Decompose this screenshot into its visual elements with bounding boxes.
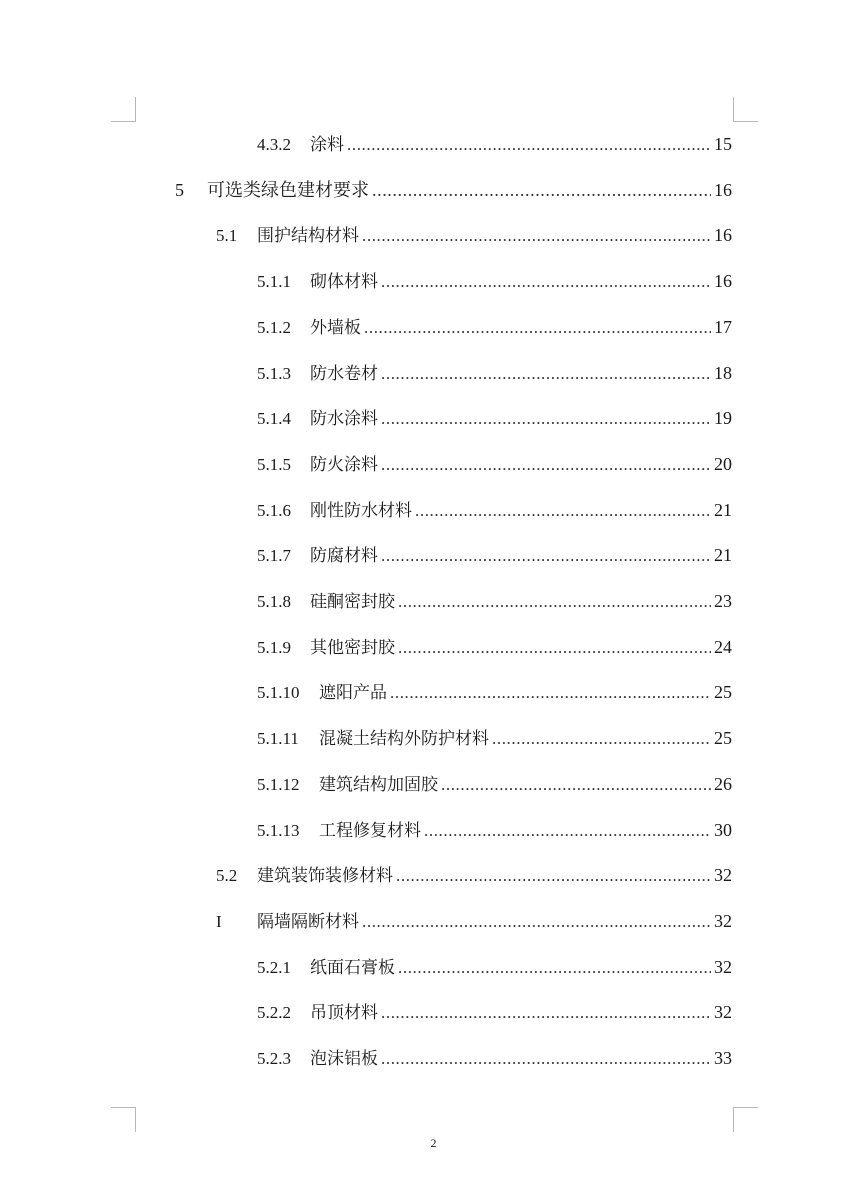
toc-entry-number: 5.1.5 — [257, 454, 291, 474]
toc-entry-number: 4.3.2 — [257, 135, 291, 154]
toc-entry-title: 其他密封胶 — [310, 637, 395, 658]
toc-entry-title: 纸面石膏板 — [310, 957, 395, 978]
toc-dot-leader — [347, 132, 711, 158]
toc-dot-leader — [415, 498, 711, 524]
toc-entry-number: 5.1.3 — [257, 363, 291, 383]
toc-entry-page: 30 — [714, 819, 732, 840]
toc-entry-title: 砌体材料 — [310, 272, 378, 293]
toc-entry-number: 5.2.2 — [257, 1003, 291, 1023]
toc-entry-page: 17 — [714, 316, 732, 337]
toc-entry-number: 5.1.11 — [257, 729, 299, 749]
toc-entry-number: 5.1.6 — [257, 500, 291, 520]
toc-dot-leader — [396, 863, 711, 889]
toc-entry-page: 25 — [714, 682, 732, 703]
toc-entry[interactable] — [257, 542, 732, 568]
toc-entry-title: 建筑结构加固胶 — [319, 774, 438, 795]
toc-entry-page: 32 — [714, 1002, 732, 1023]
toc-dot-leader — [364, 315, 711, 341]
toc-entry[interactable] — [257, 634, 732, 660]
toc-entry[interactable] — [257, 497, 732, 523]
toc-entry-page: 16 — [714, 179, 732, 200]
toc-entry[interactable] — [216, 908, 732, 934]
toc-entry-title: 围护结构材料 — [257, 226, 359, 247]
toc-entry[interactable] — [257, 725, 732, 751]
toc-entry-number: 5.2.3 — [257, 1049, 291, 1068]
toc-entry[interactable] — [257, 405, 732, 431]
toc-dot-leader — [381, 406, 711, 432]
toc-dot-leader — [381, 1000, 711, 1026]
crop-mark-top-right — [733, 97, 758, 122]
toc-entry[interactable] — [257, 314, 732, 340]
toc-entry[interactable] — [257, 954, 732, 980]
toc-dot-leader — [390, 680, 711, 706]
toc-dot-leader — [372, 177, 711, 203]
toc-entry-title: 可选类绿色建材要求 — [207, 179, 369, 201]
toc-entry[interactable] — [257, 360, 732, 386]
toc-entry-number: 5.1.13 — [257, 820, 300, 840]
toc-dot-leader — [381, 361, 711, 387]
toc-entry-page: 16 — [714, 271, 732, 292]
toc-entry-page: 15 — [714, 134, 732, 154]
toc-entry-number: I — [216, 911, 222, 931]
toc-entry[interactable] — [257, 1045, 732, 1071]
toc-entry[interactable] — [257, 588, 732, 614]
toc-entry-number: 5.1.12 — [257, 774, 300, 794]
toc-entry[interactable] — [257, 268, 732, 294]
toc-entry-title: 建筑装饰装修材料 — [257, 866, 393, 887]
toc-entry-page: 21 — [714, 499, 732, 520]
toc-entry-title: 防腐材料 — [310, 546, 378, 567]
toc-entry-page: 24 — [714, 636, 732, 657]
toc-entry-page: 19 — [714, 408, 732, 429]
toc-dot-leader — [362, 909, 711, 935]
toc-entry-title: 泡沫铝板 — [310, 1049, 378, 1069]
toc-dot-leader — [398, 589, 711, 615]
toc-dot-leader — [381, 269, 711, 295]
toc-entry-page: 20 — [714, 453, 732, 474]
toc-entry[interactable] — [257, 817, 732, 843]
toc-dot-leader — [441, 772, 711, 798]
toc-entry-title: 刚性防水材料 — [310, 500, 412, 521]
toc-entry-number: 5.1.9 — [257, 637, 291, 657]
toc-entry-number: 5.2 — [216, 866, 238, 886]
crop-mark-bottom-left — [111, 1107, 136, 1132]
toc-entry-number: 5.1.8 — [257, 592, 291, 611]
toc-entry[interactable] — [257, 999, 732, 1025]
toc-entry[interactable] — [257, 131, 732, 157]
toc-dot-leader — [381, 1046, 711, 1072]
toc-entry-title: 遮阳产品 — [319, 683, 387, 704]
toc-entry-page: 21 — [714, 545, 732, 566]
toc-entry-page: 16 — [714, 225, 732, 246]
toc-entry-number: 5.1.2 — [257, 317, 291, 337]
toc-entry-number: 5.1.10 — [257, 683, 300, 703]
crop-mark-top-left — [111, 97, 136, 122]
toc-entry-page: 32 — [714, 865, 732, 886]
toc-entry[interactable] — [257, 771, 732, 797]
toc-entry-page: 23 — [714, 591, 732, 611]
toc-entry-number: 5.1 — [216, 226, 238, 246]
toc-entry-page: 26 — [714, 773, 732, 794]
footer-page-number: 2 — [430, 1136, 437, 1150]
crop-mark-bottom-right — [733, 1107, 758, 1132]
toc-entry-number: 5.1.1 — [257, 272, 291, 292]
toc-dot-leader — [362, 223, 711, 249]
toc-entry-number: 5.1.7 — [257, 546, 291, 566]
toc-entry-page: 25 — [714, 728, 732, 749]
toc-entry-title: 外墙板 — [310, 317, 361, 338]
toc-dot-leader — [424, 818, 711, 844]
toc-entry-title: 防水卷材 — [310, 363, 378, 384]
toc-entry-title: 吊顶材料 — [310, 1003, 378, 1024]
toc-entry-page: 33 — [714, 1048, 732, 1068]
toc-entry-page: 32 — [714, 956, 732, 977]
toc-entry-title: 隔墙隔断材料 — [257, 911, 359, 932]
toc-entry-title: 硅酮密封胶 — [310, 592, 395, 612]
toc-entry-title: 防火涂料 — [310, 454, 378, 475]
toc-entry[interactable] — [175, 177, 732, 203]
toc-dot-leader — [398, 635, 711, 661]
toc-entry-page: 18 — [714, 362, 732, 383]
toc-entry-page: 32 — [714, 910, 732, 931]
toc-dot-leader — [381, 543, 711, 569]
toc-entry-title: 涂料 — [310, 135, 344, 155]
toc-dot-leader — [398, 955, 711, 981]
toc-entry[interactable] — [257, 679, 732, 705]
toc-dot-leader — [381, 452, 711, 478]
toc-entry[interactable] — [257, 451, 732, 477]
toc-entry-number: 5.1.4 — [257, 409, 291, 429]
toc-entry[interactable] — [216, 222, 732, 248]
toc-entry-number: 5 — [175, 179, 184, 200]
toc-entry-title: 混凝土结构外防护材料 — [319, 729, 489, 750]
toc-entry-title: 工程修复材料 — [319, 820, 421, 841]
toc-entry[interactable] — [216, 862, 732, 888]
toc-entry-title: 防水涂料 — [310, 409, 378, 430]
toc-dot-leader — [492, 726, 711, 752]
toc-entry-number: 5.2.1 — [257, 957, 291, 977]
